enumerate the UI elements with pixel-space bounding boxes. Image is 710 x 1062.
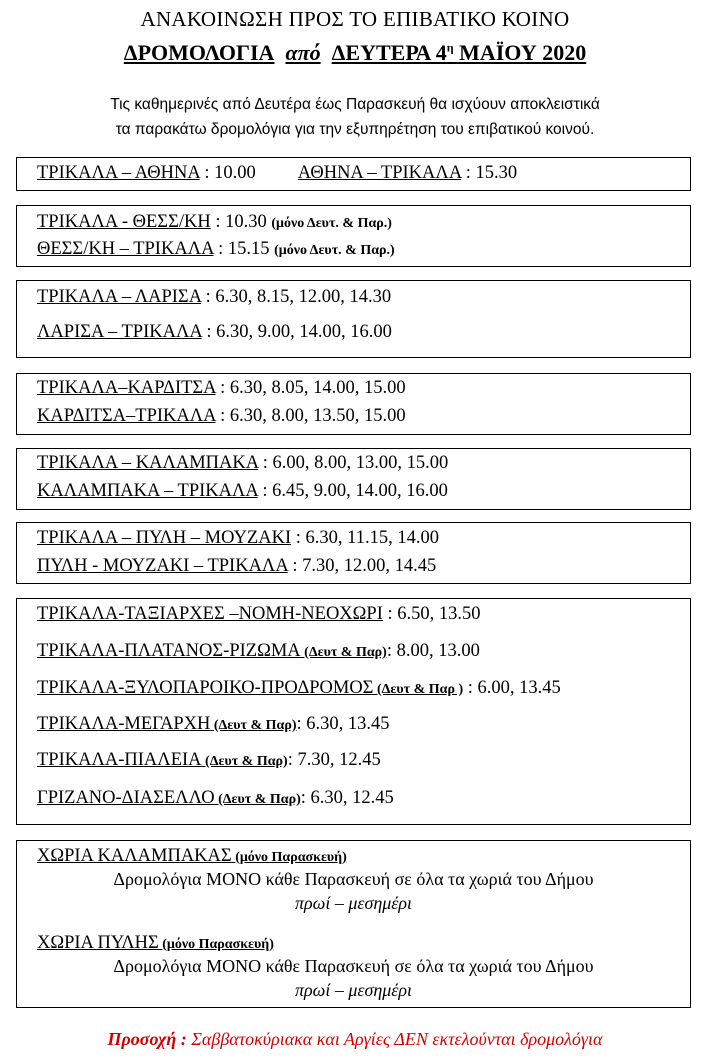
friday-title	[37, 846, 347, 867]
friday-title-name: ΧΩΡΙΑ ΚΑΛΑΜΠΑΚΑΣ	[37, 846, 232, 866]
route-times: : 10.00	[199, 163, 256, 183]
route-box-pyli	[16, 522, 691, 584]
route-line	[37, 788, 394, 809]
route-box-larisa	[16, 280, 691, 358]
route-name: ΤΡΙΚΑΛΑ - ΘΕΣΣ/ΚΗ	[37, 212, 211, 232]
intro-text	[0, 92, 710, 142]
route-note: (μόνο Δευτ. & Παρ.)	[274, 243, 395, 258]
route-line	[37, 239, 395, 260]
friday-when: πρωί – μεσημέρι	[294, 893, 413, 913]
route-name: ΘΕΣΣ/ΚΗ – ΤΡΙΚΑΛΑ	[37, 239, 214, 259]
route-name: ΚΑΡΔΙΤΣΑ–ΤΡΙΚΑΛΑ	[37, 406, 216, 426]
route-line	[37, 678, 561, 699]
route-line	[37, 481, 448, 502]
route-note: (Δευτ & Παρ)	[201, 754, 288, 769]
route-times: : 6.50, 13.50	[382, 604, 481, 624]
route-times: : 7.30, 12.00, 14.45	[287, 556, 437, 576]
route-name: ΤΡΙΚΑΛΑ-ΤΑΞΙΑΡΧΕΣ –ΝΟΜΗ-ΝΕΟΧΩΡΙ	[37, 604, 383, 624]
route-line	[37, 406, 406, 427]
route-times: : 7.30, 12.45	[287, 750, 381, 770]
title-date-text: ΔΕΥΤΕΡΑ 4	[331, 40, 447, 65]
route-line	[37, 212, 392, 233]
route-name-text: ΤΡΙΚΑΛΑ-ΠΛΑΤΑΝΟΣ-ΡΙΖΩΜΑ	[37, 641, 301, 661]
route-name-text: ΤΡΙΚΑΛΑ-ΠΙΑΛΕΙΑ	[37, 750, 202, 770]
friday-note: (μόνο Παρασκευή)	[158, 937, 274, 952]
intro-line1-c: αποκλειστικά	[505, 96, 600, 113]
route-name	[37, 678, 463, 698]
schedule-title	[0, 40, 710, 66]
route-note: (μόνο Δευτ. & Παρ.)	[271, 216, 392, 231]
intro-line2: τα παρακάτω δρομολόγια για την εξυπηρέτηση του επιβατικού κοινού.	[115, 121, 595, 138]
friday-desc: Δρομολόγια ΜΟΝΟ κάθε Παρασκευή σε όλα τα χωριά του Δήμου	[113, 869, 594, 889]
route-line	[37, 453, 448, 474]
friday-note: (μόνο Παρασκευή)	[231, 850, 347, 865]
route-times: : 6.30, 8.15, 12.00, 14.30	[201, 287, 392, 307]
route-times: : 6.30, 8.00, 13.50, 15.00	[215, 406, 406, 426]
intro-line1-b: από Δευτέρα έως Παρασκευή θα ισχύουν	[222, 96, 506, 113]
route-times: : 6.45, 9.00, 14.00, 16.00	[257, 481, 448, 501]
route-note: (Δευτ & Παρ )	[373, 682, 464, 697]
route-name: ΚΑΛΑΜΠΑΚΑ – ΤΡΙΚΑΛΑ	[37, 481, 258, 501]
warning-text: Σαββατοκύριακα και Αργίες ΔΕΝ εκτελούνται δρομολόγια	[186, 1029, 603, 1049]
route-line	[37, 528, 439, 549]
route-name	[37, 714, 297, 734]
title-date-sup: η	[446, 40, 454, 55]
route-box-kalampaka	[16, 448, 691, 510]
intro-line1-a: Τις καθημερινές	[110, 96, 223, 113]
friday-title-text	[37, 846, 347, 866]
route-times: : 6.00, 13.45	[463, 678, 561, 698]
route-line	[37, 714, 390, 735]
route-name: ΛΑΡΙΣΑ – ΤΡΙΚΑΛΑ	[37, 322, 202, 342]
route-name: ΤΡΙΚΑΛΑ – ΚΑΛΑΜΠΑΚΑ	[37, 453, 259, 473]
friday-title-name: ΧΩΡΙΑ ΠΥΛΗΣ	[37, 933, 159, 953]
route-times: : 8.00, 13.00	[386, 641, 480, 661]
title-date-rest: ΜΑΪΟΥ 2020	[453, 40, 587, 65]
title-prefix: ΔΡΟΜΟΛΟΓΙΑ	[123, 40, 275, 65]
route-name-text: ΤΡΙΚΑΛΑ-ΜΕΓΑΡΧΗ	[37, 714, 211, 734]
route-times: : 6.30, 9.00, 14.00, 16.00	[201, 322, 392, 342]
route-box-karditsa	[16, 373, 691, 435]
route-line	[37, 378, 406, 399]
route-box-fridays	[16, 840, 691, 1008]
friday-title	[37, 933, 274, 954]
route-box-villages	[16, 598, 691, 825]
route-times: : 6.30, 8.05, 14.00, 15.00	[215, 378, 406, 398]
weekend-warning	[0, 1029, 710, 1050]
route-box-athina	[16, 157, 691, 191]
route-name: ΤΡΙΚΑΛΑ–ΚΑΡΔΙΤΣΑ	[37, 378, 216, 398]
route-name: ΤΡΙΚΑΛΑ – ΠΥΛΗ – ΜΟΥΖΑΚΙ	[37, 528, 292, 548]
route-name-text: ΤΡΙΚΑΛΑ-ΞΥΛΟΠΑΡΟΙΚΟ-ΠΡΟΔΡΟΜΟΣ	[37, 678, 374, 698]
announcement-heading: ΑΝΑΚΟΙΝΩΣΗ ΠΡΟΣ ΤΟ ΕΠΙΒΑΤΙΚΟ ΚΟΙΝΟ	[140, 7, 570, 31]
route-times: : 15.15	[213, 239, 275, 259]
route-line	[37, 641, 480, 662]
route-times: : 6.30, 11.15, 14.00	[291, 528, 439, 548]
route-times: : 6.30, 13.45	[296, 714, 390, 734]
route-note: (Δευτ & Παρ)	[214, 792, 301, 807]
route-box-thess	[16, 205, 691, 267]
route-name	[37, 750, 288, 770]
route-name	[37, 641, 387, 661]
route-times: : 10.30	[210, 212, 272, 232]
route-line	[37, 322, 392, 343]
warning-label: Προσοχή :	[107, 1029, 187, 1049]
route-name	[37, 788, 301, 808]
route-note: (Δευτ & Παρ)	[300, 645, 387, 660]
route-name-text: ΓΡΙΖΑΝΟ-ΔΙΑΣΕΛΛΟ	[37, 788, 215, 808]
route-line	[37, 556, 436, 577]
route-name: ΤΡΙΚΑΛΑ – ΛΑΡΙΣΑ	[37, 287, 202, 307]
friday-title-text	[37, 933, 274, 953]
route-times: : 6.30, 12.45	[300, 788, 394, 808]
title-date	[332, 40, 587, 65]
friday-desc: Δρομολόγια ΜΟΝΟ κάθε Παρασκευή σε όλα τα χωριά του Δήμου	[113, 956, 594, 976]
route-line	[37, 287, 391, 308]
route-line	[37, 604, 481, 625]
route-times: : 6.00, 8.00, 13.00, 15.00	[258, 453, 449, 473]
route-line-athina	[37, 163, 517, 184]
route-name: ΤΡΙΚΑΛΑ – ΑΘΗΝΑ	[37, 163, 200, 183]
route-name: ΑΘΗΝΑ – ΤΡΙΚΑΛΑ	[297, 163, 462, 183]
title-from: από	[285, 40, 321, 65]
route-times: : 15.30	[461, 163, 518, 183]
route-note: (Δευτ & Παρ)	[210, 718, 297, 733]
friday-when: πρωί – μεσημέρι	[294, 980, 413, 1000]
route-line	[37, 750, 381, 771]
route-name: ΠΥΛΗ - ΜΟΥΖΑΚΙ – ΤΡΙΚΑΛΑ	[37, 556, 288, 576]
